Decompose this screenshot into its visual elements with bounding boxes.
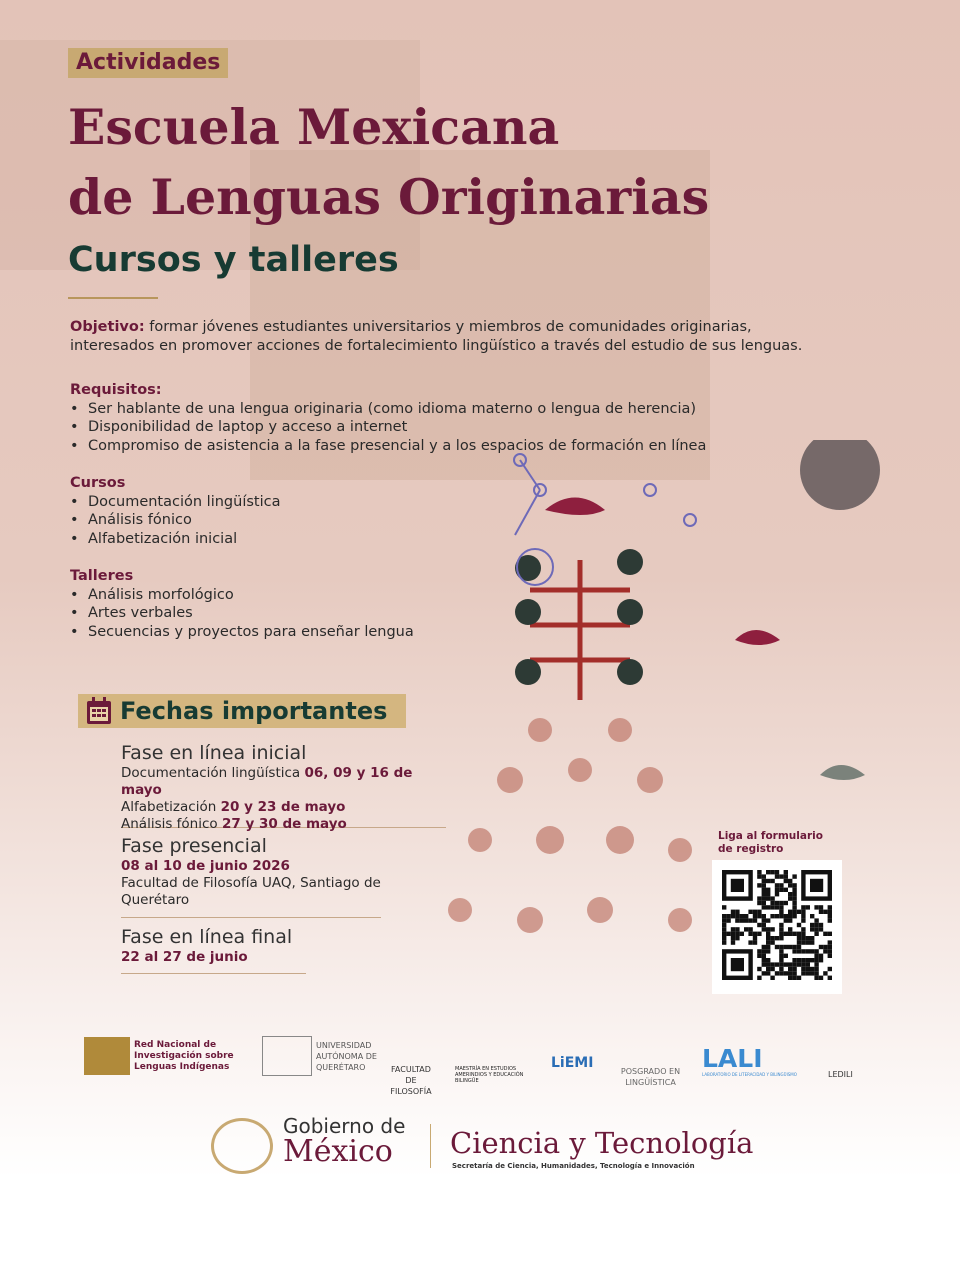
calendar-icon (86, 697, 112, 725)
activities-tag: Actividades (68, 48, 228, 78)
list-item: • Documentación lingüística (70, 493, 280, 512)
list-item: • Análisis morfológico (70, 586, 414, 605)
dates-heading: Fechas importantes (78, 694, 406, 728)
workshops-section: Talleres • Análisis morfológico • Artes verbales • Secuencias y proyectos para enseñar lengua (70, 567, 414, 642)
divider (68, 297, 158, 299)
posgrado-logo: POSGRADO EN LINGÜÍSTICA (620, 1067, 681, 1087)
gobierno-text: Gobierno de (283, 1114, 406, 1138)
mexico-text: México (283, 1134, 393, 1169)
uaq-text: UNIVERSIDAD AUTÓNOMA DE QUERÉTARO (316, 1041, 377, 1072)
red-nacional-logo (84, 1037, 130, 1075)
list-item: • Compromiso de asistencia a la fase presencial y a los espacios de formación en línea (70, 437, 706, 456)
filosofia-logo: FACULTAD DE FILOSOFÍA (390, 1065, 432, 1096)
divider (430, 1124, 431, 1168)
red-nacional-text: Red Nacional de Investigación sobre Lenguas Indígenas (134, 1040, 234, 1072)
list-item: • Secuencias y proyectos para enseñar lengua (70, 623, 414, 642)
secretaria-text: Secretaría de Ciencia, Humanidades, Tecnología e Innovación (452, 1162, 695, 1170)
subtitle: Cursos y talleres (68, 240, 399, 280)
qr-label: Liga al formulario de registro (718, 830, 823, 855)
objective-text: Objetivo: formar jóvenes estudiantes universitarios y miembros de comunidades originarias, interesados en promover acciones de fortalecimiento lingüístico a través del estudio de sus lenguas. (70, 319, 803, 354)
mexico-seal-logo (211, 1118, 273, 1174)
list-item: • Análisis fónico (70, 511, 280, 530)
list-item: • Ser hablante de una lengua originaria (como idioma materno o lengua de herencia) (70, 400, 706, 419)
ciencia-tecnologia-text: Ciencia y Tecnología (450, 1126, 754, 1160)
maestria-logo: MAESTRÍA EN ESTUDIOS AMERINDIOS Y EDUCACIÓN BILINGÜE (455, 1066, 524, 1084)
liemi-logo: LiEMI (551, 1055, 594, 1071)
phase-online-final: Fase en línea final 22 al 27 de junio (121, 925, 306, 974)
courses-section: Cursos • Documentación lingüística • Análisis fónico • Alfabetización inicial (70, 474, 280, 549)
list-item: • Alfabetización inicial (70, 530, 280, 549)
phase-presencial: Fase presencial 08 al 10 de junio 2026 Facultad de Filosofía UAQ, Santiago de Querétaro (121, 834, 381, 918)
uaq-shield-logo (262, 1036, 312, 1076)
lali-logo: LALI (702, 1044, 763, 1073)
list-item: • Artes verbales (70, 604, 414, 623)
page-title: Escuela Mexicana de Lenguas Originarias (68, 98, 710, 226)
requirements-section: Requisitos: • Ser hablante de una lengua originaria (como idioma materno o lengua de herencia) • Disponibilidad de laptop y acceso a internet • Compromiso de asistencia a la fase presencial y a los espacios de formación en línea (70, 381, 706, 456)
moon-decoration (800, 440, 880, 510)
ledili-logo: LEDILI (828, 1070, 853, 1079)
list-item: • Disponibilidad de laptop y acceso a internet (70, 418, 706, 437)
registration-qr-code[interactable] (712, 860, 842, 994)
lali-subtitle: LABORATORIO DE LITERACIDAD Y BILINGÜISMO (702, 1072, 797, 1077)
phase-online-initial: Fase en línea inicial Documentación lingüística 06, 09 y 16 de mayo Alfabetización 20 y 23 de mayo Análisis fónico 27 y 30 de mayo (121, 741, 446, 828)
